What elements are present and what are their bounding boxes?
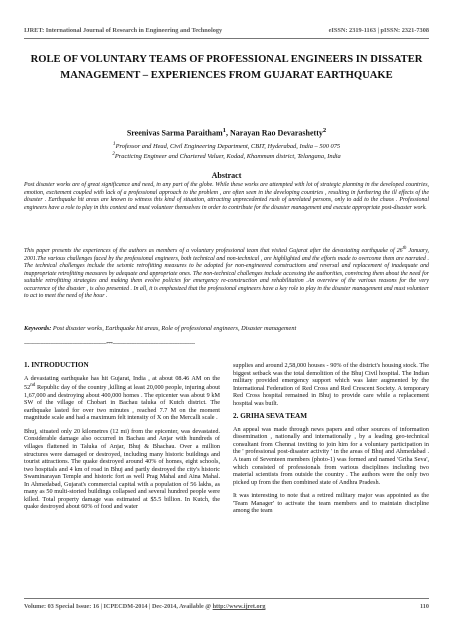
griha-seva-paragraph-2: It was interesting to note that a retired military major was appointed as the 'Team Manager' to activate the team members and to maintain discipline among the team xyxy=(233,492,429,515)
abstract-heading: Abstract xyxy=(211,171,242,180)
running-footer xyxy=(24,603,429,610)
abstract-paragraph-2 xyxy=(24,245,429,301)
affiliation-1-text: Professor and Head, Civil Engineering Department, CBIT, Hyderabad, India – 500 075 xyxy=(115,143,341,151)
intro-p1-start: A devastating earthquake has hit Gujarat, India , at about 08.46 AM on the 52 xyxy=(24,374,220,392)
keywords xyxy=(24,325,429,332)
griha-seva-heading: 2. GRIHA SEVA TEAM xyxy=(233,412,308,421)
affiliation-1-sup: 1 xyxy=(112,141,116,147)
griha-seva-paragraph-1: An appeal was made through news papers and other sources of information dissemination , nationally and internationally , by a leading geo-technical consultant from Chennai inviting to join him for a voluntary participation in the ' professional post-disaster activity ' in the areas of Bhuj and Ahmedabad . A team of Seventeen members (photo-1) was formed and named 'Griha Seva', which consisted of professionals from various disciplines including two material scientists from outside the country . The authors were the only two picked up from the then combined state of Andhra Pradesh. xyxy=(233,425,429,486)
issn: eISSN: 2319-1163 | pISSN: 2321-7308 xyxy=(328,27,429,34)
running-header xyxy=(24,27,429,34)
journal-name: IJRET: International Journal of Research in Engineering and Technology xyxy=(24,27,223,34)
keywords-label: Keywords: xyxy=(24,325,52,332)
affiliation-2 xyxy=(30,151,423,160)
introduction-continued: supplies and around 2,58,000 houses - 90% of the district's housing stock. The biggest setback was the total demolition of the Bhuj Civil hospital. The Indian military provided emergency support which was later augmented by the International Federation of Red Cross and Red Crescent Society. A temporary Red Cross hospital remained in Bhuj to provide care while a replacement hospital was built. xyxy=(233,362,429,407)
footer-citation xyxy=(24,603,265,610)
affiliation-1 xyxy=(30,141,423,150)
abstract-p2-start: This paper presents the experiences of the authors as members of a voluntary professional team that visited Gujarat after the devastating earthquake of 26 xyxy=(24,247,403,254)
intro-p1-sup: nd xyxy=(30,382,36,389)
paper-title: ROLE OF VOLUNTARY TEAMS OF PROFESSIONAL ENGINEERS IN DISSATER MANAGEMENT – EXPERIENCES FROM GUJARAT EARTHQUAKE xyxy=(30,54,423,81)
section-divider: -----------------------------------------------------------------***----------------------------------------------------------------- xyxy=(24,342,195,347)
introduction-paragraph-1 xyxy=(24,375,220,422)
footer-text: Volume: 03 Special Issue: 16 | ICPECDM-2014 | Dec-2014, Available @ xyxy=(24,603,213,610)
author-separator: , xyxy=(225,128,230,138)
author-2: Narayan Rao Devarashetty xyxy=(229,128,323,138)
header-rule xyxy=(24,38,429,39)
footer-rule xyxy=(24,598,429,599)
author-2-sup: 2 xyxy=(322,127,327,134)
abstract-p2-rest: January, 2001.The various challenges faced by the professional engineers, both technical and non-technical , are highlighted and the efforts made to overcome them are narrated . The technical challenges include the seismic retrofitting measures to be adopted for non-engineered constructions and reversal and replacement of inadequate and inappropriate retrofitting measures by adequate and appropriate ones. The non-technical challenges include accessing the authorities, convincing them about the need for suitable retrofitting strategies and making them evolve policies for emergency re-construction and rehabilitation .An overview of the various reasons for the very occurrence of the disaster , is also presented . In all, it is emphasized that the professional engineers have a key role to play in the disaster management and must volunteer to act to meet the need of the hour . xyxy=(24,247,429,300)
intro-p1-rest: Republic day of the country ,killing at least 20,000 people, injuring about 1,67,000 and destroying about 400,000 homes . The epicenter was about 9 kM SW of the village of Chobari in Bachau taluka of Kutch district. The earthquake lasted for over two minutes , reached 7.7 M on the moment magnitude scale and had a maximum felt intensity of X on the Mercalli scale . xyxy=(24,384,220,422)
abstract-p2-sup: th xyxy=(402,246,407,251)
abstract-paragraph-1: Post disaster works are of great significance and need, in any part of the globe. While these works are attempted with lot of strategic planning in the developed countries, emotion, excitement coupled with lack of a professional approach to the problem , are often seen in the developing countries , resulting in furthering the ill effects of the disaster . Earthquake hit areas are known to witness this kind of situation, attracting unprecedented rush of unrelated persons, only to add to the chaos . Professional engineers have a role to play in this context and must volunteer themselves in order to contribute for the disaster management and execute appropriate post-disaster work. xyxy=(24,182,429,211)
page-number: 110 xyxy=(420,603,429,610)
introduction-paragraph-2: Bhuj, situated only 20 kilometres (12 mi) from the epicenter, was devastated. Considerable damage also occurred in Bachau and Anjar with hundreds of villages flattened in Taluka of Anjar, Bhuj & Bhachau. Over a million structures were damaged or destroyed, including many historic buildings and tourist attractions. The quake destroyed around 40% of homes, eight schools, two hospitals and 4 km of road in Bhuj and partly destroyed the city's historic Swaminarayan Temple and historic fort as well Prag Mahal and Aina Mahal. In Ahmedabad, Gujarat's commercial capital with a population of 56 lakhs, as many as 50 multi-storied buildings collapsed and several hundred people were killed. Total property damage was estimated at $5.5 billion. In Kutch, the quake destroyed about 60% of food and water xyxy=(24,427,220,511)
introduction-heading: 1. INTRODUCTION xyxy=(24,361,89,369)
left-column xyxy=(24,362,220,517)
affiliation-2-sup: 2 xyxy=(112,151,115,157)
journal-link[interactable]: http://www.ijret.org xyxy=(212,603,266,610)
author-1: Sreenivas Sarma Paraitham xyxy=(126,128,223,138)
affiliation-2-text: Practicing Engineer and Chartered Valuer, Kodad, Khammam district, Telangana, India xyxy=(114,153,341,161)
author-1-sup: 1 xyxy=(222,127,226,134)
keywords-text: Post disaster works, Earthquake hit areas, Role of professional engineers, Disaster management xyxy=(51,325,297,332)
author-line xyxy=(30,127,423,138)
right-column xyxy=(233,362,429,521)
